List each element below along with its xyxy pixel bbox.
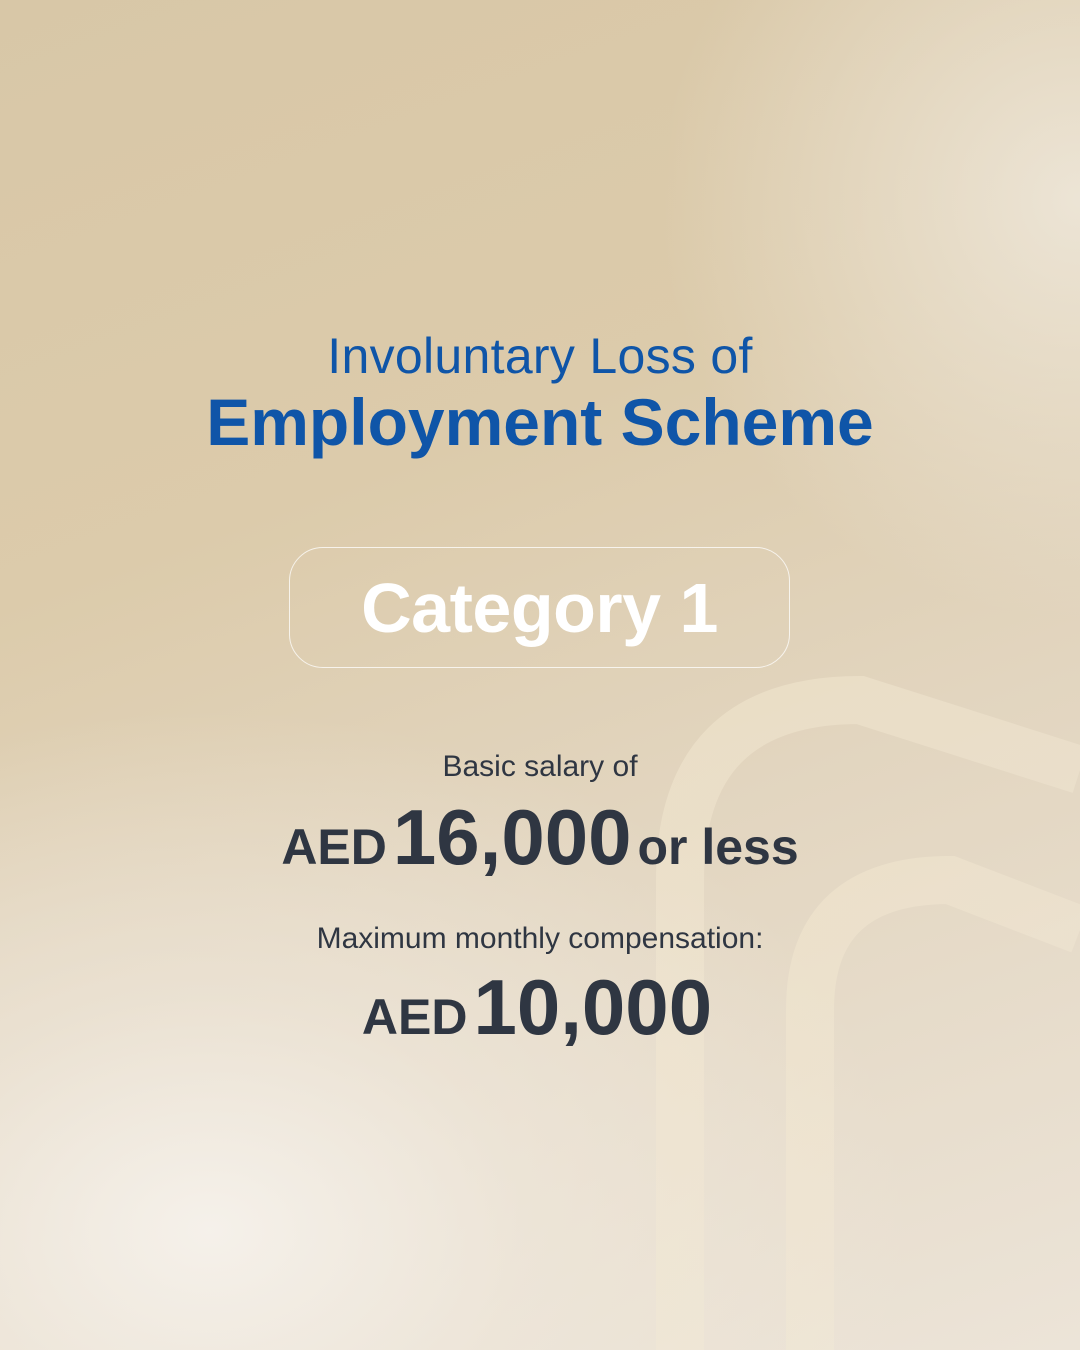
category-badge: [289, 547, 790, 668]
basic-salary-label: Basic salary of: [442, 750, 638, 783]
compensation-label: Maximum monthly compensation:: [316, 922, 764, 955]
category-label: Category 1: [361, 568, 718, 647]
salary-suffix: or less: [637, 819, 799, 875]
compensation-amount: 10,000: [473, 963, 713, 1051]
salary-currency: AED: [281, 819, 387, 875]
salary-value: [0, 792, 1080, 883]
compensation-currency: AED: [361, 989, 468, 1045]
title-line-1: Involuntary Loss of: [327, 328, 753, 384]
salary-amount: 16,000: [392, 793, 632, 881]
compensation-value: [0, 962, 1080, 1053]
title-line-2: Employment Scheme: [206, 385, 874, 459]
